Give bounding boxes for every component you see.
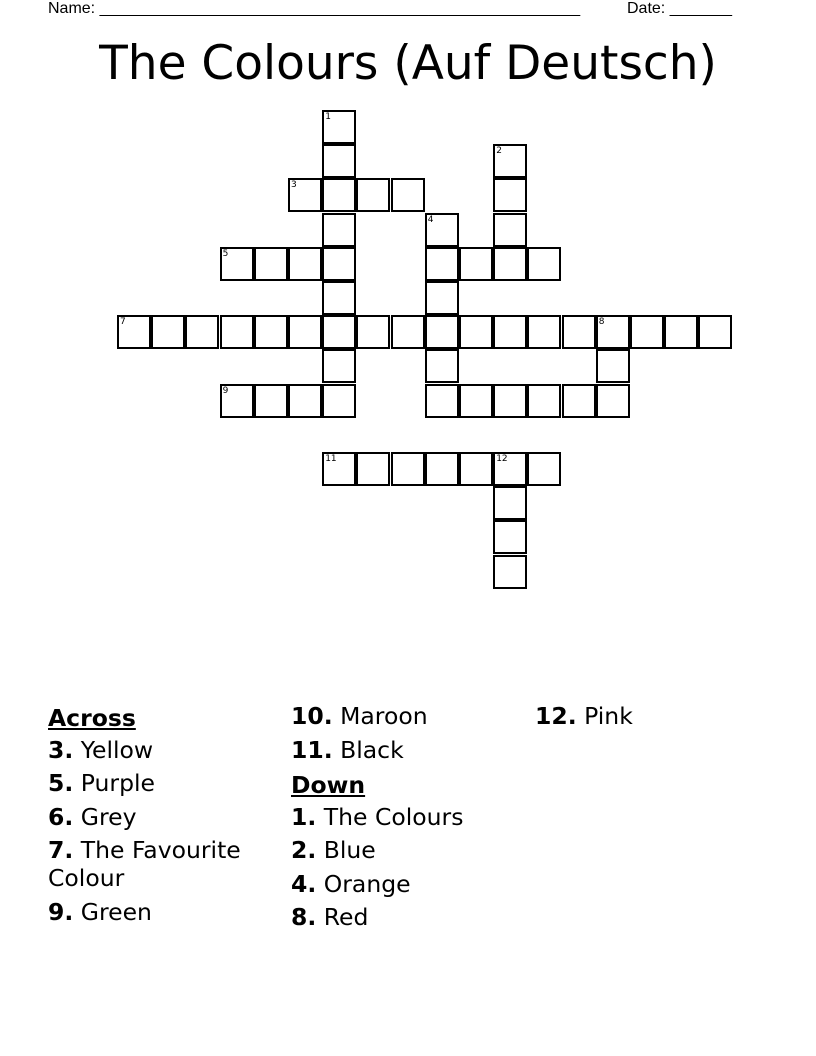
clue-number: 9.: [48, 897, 74, 926]
crossword-cell[interactable]: [151, 315, 185, 349]
clue-item: [48, 736, 288, 764]
clue-number-label: 9: [222, 385, 229, 396]
crossword-cell[interactable]: [117, 315, 151, 349]
crossword-cell[interactable]: [493, 452, 527, 486]
clue-number: 8.: [291, 903, 317, 931]
crossword-cell[interactable]: [493, 555, 527, 589]
clue-text: Pink: [584, 702, 633, 730]
clue-number: 10.: [291, 702, 333, 730]
crossword-cell[interactable]: [322, 281, 356, 315]
clue-text: Maroon: [340, 702, 428, 730]
clue-item: [48, 769, 288, 797]
crossword-cell[interactable]: [527, 384, 561, 418]
crossword-cell[interactable]: [596, 384, 630, 418]
crossword-cell[interactable]: [493, 247, 527, 281]
clue-text: The Colours: [323, 802, 464, 831]
crossword-cell[interactable]: [254, 384, 288, 418]
crossword-cell[interactable]: [425, 281, 459, 315]
crossword-cell[interactable]: [288, 247, 322, 281]
crossword-cell[interactable]: [220, 315, 254, 349]
clue-number-label: 2: [496, 146, 502, 157]
crossword-cell[interactable]: [493, 384, 527, 418]
crossword-cell[interactable]: [630, 315, 664, 349]
clue-text: Grey: [80, 802, 137, 831]
crossword-cell[interactable]: [664, 315, 698, 349]
crossword-cell[interactable]: [527, 247, 561, 281]
crossword-cell[interactable]: [254, 315, 288, 349]
crossword-cell[interactable]: [254, 247, 288, 281]
crossword-cell[interactable]: [493, 315, 527, 349]
date-field-line: Date: _______: [627, 0, 732, 17]
clue-number-label: 4: [427, 214, 434, 225]
clue-number-label: 3: [291, 180, 297, 191]
crossword-cell[interactable]: [220, 384, 254, 418]
clue-text: Green: [80, 897, 152, 926]
clue-number: 3.: [48, 735, 74, 764]
clue-number: 5.: [48, 769, 74, 797]
clue-number-label: 11: [325, 454, 337, 464]
crossword-cell[interactable]: [322, 178, 356, 212]
crossword-cell[interactable]: [356, 178, 390, 212]
crossword-cell[interactable]: [425, 452, 459, 486]
crossword-cell[interactable]: [288, 384, 322, 418]
crossword-cell[interactable]: [493, 213, 527, 247]
clue-item: [291, 702, 531, 730]
name-field-line: Name: ______________________________________________________: [48, 0, 581, 17]
clue-text: Purple: [80, 769, 155, 797]
crossword-cell[interactable]: [322, 247, 356, 281]
clue-item: [291, 803, 531, 831]
crossword-cell[interactable]: [185, 315, 219, 349]
clue-number-label: 1: [325, 112, 331, 122]
clue-number: 2.: [291, 836, 317, 864]
crossword-cell[interactable]: [459, 315, 493, 349]
clue-item: [291, 836, 531, 864]
clue-text: Black: [340, 735, 404, 764]
page-title: The Colours (Auf Deutsch): [99, 36, 717, 91]
clue-text: The Favourite Colour: [48, 836, 241, 892]
clue-number: 12.: [535, 702, 577, 730]
crossword-cell[interactable]: [562, 384, 596, 418]
crossword-cell[interactable]: [322, 315, 356, 349]
crossword-cell[interactable]: [220, 247, 254, 281]
clue-item: [535, 702, 775, 730]
crossword-cell[interactable]: [322, 384, 356, 418]
crossword-cell[interactable]: [425, 349, 459, 383]
across-heading: Across: [48, 704, 136, 732]
crossword-cell[interactable]: [527, 315, 561, 349]
clue-item: [291, 736, 531, 764]
clue-number: 7.: [48, 836, 74, 864]
crossword-cell[interactable]: [425, 247, 459, 281]
crossword-cell[interactable]: [391, 315, 425, 349]
clue-item: [48, 898, 288, 926]
crossword-cell[interactable]: [391, 178, 425, 212]
clue-item: [48, 836, 288, 892]
crossword-cell[interactable]: [356, 452, 390, 486]
crossword-cell[interactable]: [698, 315, 732, 349]
crossword-cell[interactable]: [493, 486, 527, 520]
clue-text: Yellow: [80, 735, 154, 764]
clue-number: 6.: [48, 802, 74, 831]
crossword-cell[interactable]: [356, 315, 390, 349]
crossword-cell[interactable]: [425, 384, 459, 418]
clue-text: Orange: [323, 869, 411, 898]
down-heading: Down: [291, 771, 366, 799]
crossword-cell[interactable]: [596, 349, 630, 383]
clue-number-label: 12: [496, 454, 508, 464]
crossword-cell[interactable]: [425, 315, 459, 349]
crossword-cell[interactable]: [322, 110, 356, 144]
clue-column-1: [48, 702, 288, 931]
crossword-cell[interactable]: [562, 315, 596, 349]
clue-number: 1.: [291, 802, 317, 831]
crossword-cell[interactable]: [493, 520, 527, 554]
clue-number: 4.: [291, 869, 317, 898]
crossword-cell[interactable]: [322, 213, 356, 247]
crossword-cell[interactable]: [459, 384, 493, 418]
clue-item: [291, 870, 531, 898]
crossword-cell[interactable]: [322, 452, 356, 486]
clue-text: Blue: [323, 836, 376, 864]
crossword-cell[interactable]: [322, 349, 356, 383]
crossword-cell[interactable]: [288, 178, 322, 212]
crossword-cell[interactable]: [493, 144, 527, 178]
crossword-cell[interactable]: [391, 452, 425, 486]
crossword-cell[interactable]: [288, 315, 322, 349]
crossword-cell[interactable]: [322, 144, 356, 178]
clue-item: [291, 903, 531, 931]
clue-number-label: 8: [598, 317, 605, 328]
crossword-cell[interactable]: [493, 178, 527, 212]
clue-column-2: [291, 702, 531, 937]
clue-number: 11.: [291, 735, 333, 764]
clue-number-label: 7: [120, 317, 126, 328]
crossword-cell[interactable]: [459, 452, 493, 486]
clue-text: Red: [323, 903, 369, 931]
clue-column-3: [535, 702, 775, 736]
clue-item: [48, 803, 288, 831]
crossword-cell[interactable]: [596, 315, 630, 349]
clue-number-label: 5: [222, 248, 229, 259]
crossword-cell[interactable]: [425, 213, 459, 247]
crossword-cell[interactable]: [527, 452, 561, 486]
crossword-cell[interactable]: [459, 247, 493, 281]
